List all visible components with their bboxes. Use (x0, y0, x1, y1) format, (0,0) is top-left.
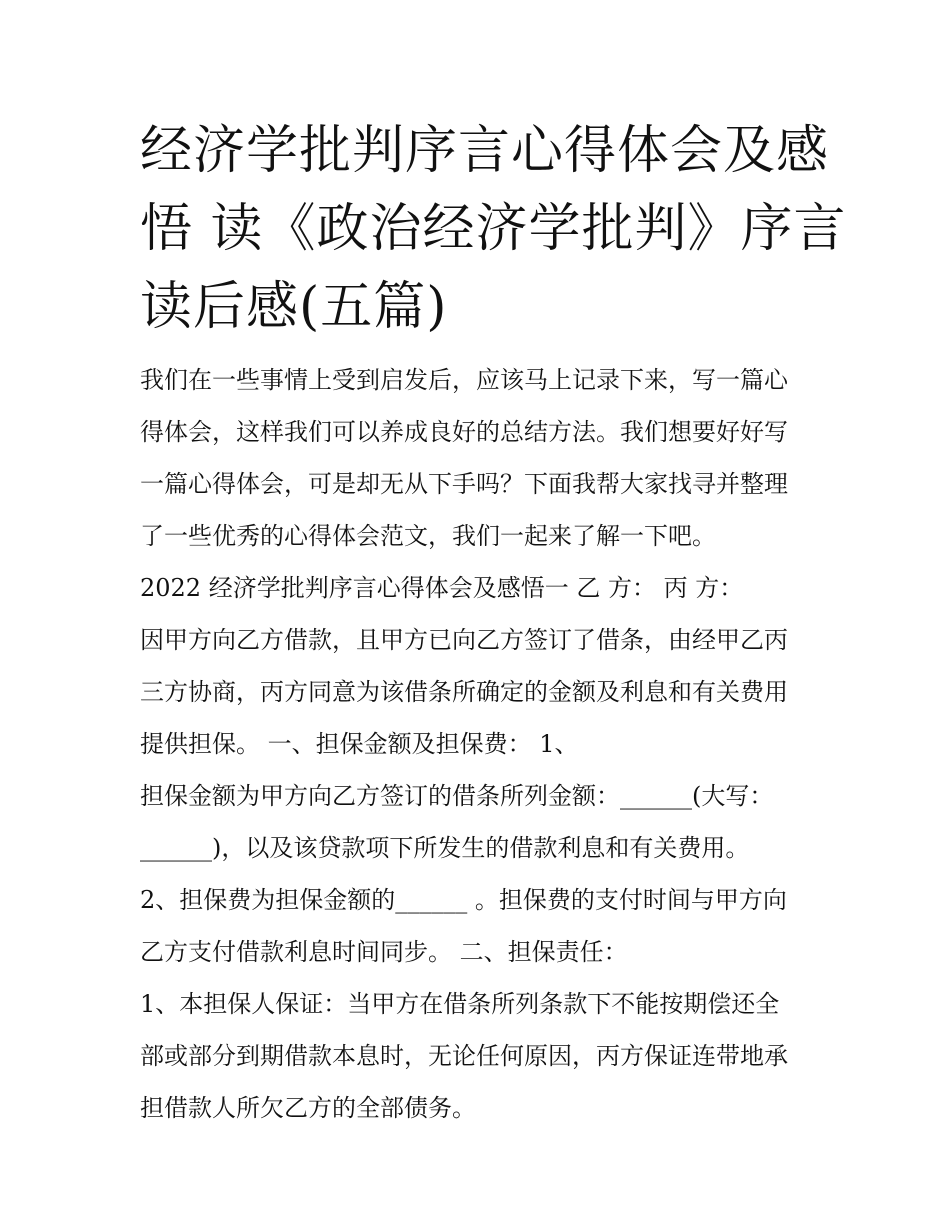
body-line: 乙方支付借款利息时间同步。 二、担保责任： (140, 938, 628, 966)
body-line: 2022 经济学批判序言心得体会及感悟一 乙 方： 丙 方： (140, 574, 744, 602)
body-line: 因甲方向乙方借款，且甲方已向乙方签订了借条，由经甲乙丙 (140, 626, 788, 654)
title-line: 读后感(五篇) (140, 277, 448, 337)
body-line: 担保金额为甲方向乙方签订的借条所列金额：______(大写： (140, 782, 774, 810)
document-body (140, 358, 815, 1138)
title-line: 悟 读《政治经济学批判》序言 (140, 199, 847, 259)
body-line: 得体会，这样我们可以养成良好的总结方法。我们想要好好写 (140, 418, 788, 446)
document-title (140, 112, 847, 346)
body-line: 我们在一些事情上受到启发后，应该马上记录下来，写一篇心 (140, 366, 788, 394)
title-line: 经济学批判序言心得体会及感 (140, 121, 830, 181)
body-line: ______)，以及该贷款项下所发生的借款利息和有关费用。 (140, 834, 750, 862)
body-line: 提供担保。 一、担保金额及担保费： 1、 (140, 730, 579, 758)
body-line: 了一些优秀的心得体会范文，我们一起来了解一下吧。 (140, 522, 716, 550)
body-line: 一篇心得体会，可是却无从下手吗？下面我帮大家找寻并整理 (140, 470, 788, 498)
body-line: 三方协商，丙方同意为该借条所确定的金额及利息和有关费用 (140, 678, 788, 706)
body-line: 部或部分到期借款本息时，无论任何原因，丙方保证连带地承 (140, 1042, 788, 1070)
body-line: 担借款人所欠乙方的全部债务。 (140, 1094, 476, 1122)
body-line: 1、本担保人保证：当甲方在借条所列条款下不能按期偿还全 (140, 990, 780, 1018)
body-line: 2、担保费为担保金额的______ 。担保费的支付时间与甲方向 (140, 886, 787, 914)
